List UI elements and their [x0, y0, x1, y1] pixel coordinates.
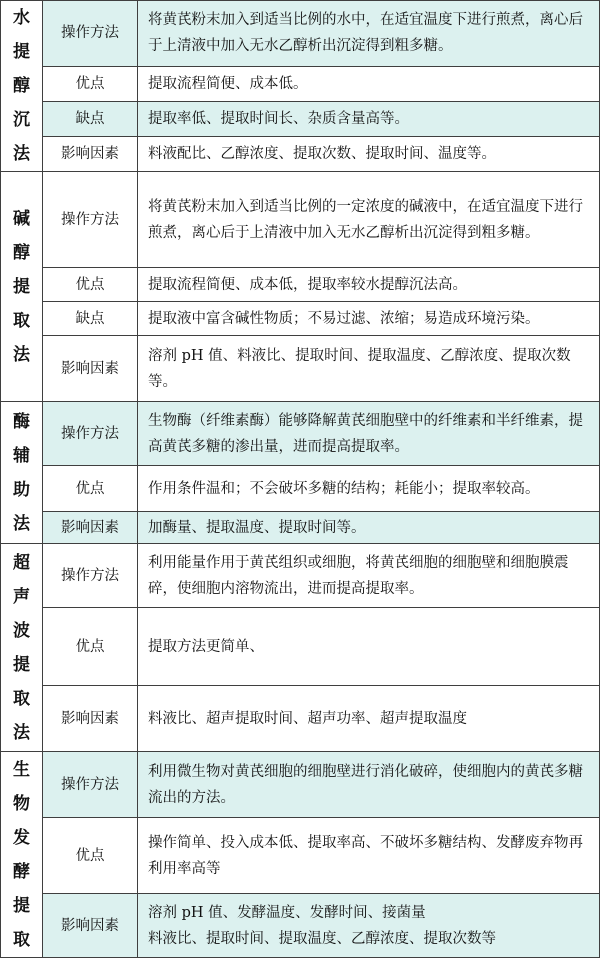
method-name-cell	[1, 172, 43, 402]
table-row	[1, 512, 600, 544]
table-row	[1, 686, 600, 752]
aspect-label: 影响因素	[43, 894, 138, 958]
method-name: 超声波提取法	[13, 552, 30, 743]
aspect-content: 加酶量、提取温度、提取时间等。	[138, 512, 600, 544]
aspect-content: 料液比、超声提取时间、超声功率、超声提取温度	[138, 686, 600, 752]
table-row	[1, 172, 600, 268]
aspect-content: 提取流程简便、成本低，提取率较水提醇沉法高。	[138, 268, 600, 302]
table-row	[1, 101, 600, 136]
aspect-label: 操作方法	[43, 752, 138, 818]
method-name: 酶辅助法	[13, 411, 30, 534]
aspect-content: 作用条件温和；不会破坏多糖的结构；耗能小；提取率较高。	[138, 466, 600, 512]
aspect-content: 操作简单、投入成本低、提取率高、不破坏多糖结构、发酵废弃物再利用率高等	[138, 818, 600, 894]
aspect-label: 影响因素	[43, 686, 138, 752]
table-row	[1, 466, 600, 512]
aspect-label: 操作方法	[43, 1, 138, 67]
aspect-content: 利用微生物对黄芪细胞的细胞壁进行消化破碎，使细胞内的黄芪多糖流出的方法。	[138, 752, 600, 818]
aspect-content: 料液配比、乙醇浓度、提取次数、提取时间、温度等。	[138, 136, 600, 171]
table-row	[1, 818, 600, 894]
aspect-label: 优点	[43, 466, 138, 512]
aspect-content: 将黄芪粉末加入到适当比例的一定浓度的碱液中，在适宜温度下进行煎煮，离心后于上清液中加入无水乙醇析出沉淀得到粗多糖。	[138, 172, 600, 268]
aspect-label: 操作方法	[43, 544, 138, 608]
aspect-content: 利用能量作用于黄芪组织或细胞，将黄芪细胞的细胞壁和细胞膜震碎，使细胞内溶物流出，进而提高提取率。	[138, 544, 600, 608]
aspect-label: 缺点	[43, 101, 138, 136]
aspect-content: 生物酶（纤维素酶）能够降解黄芪细胞壁中的纤维素和半纤维素，提高黄芪多糖的渗出量，进而提高提取率。	[138, 402, 600, 466]
aspect-content: 溶剂 pH 值、料液比、提取时间、提取温度、乙醇浓度、提取次数等。	[138, 336, 600, 402]
aspect-label: 缺点	[43, 302, 138, 336]
method-name-cell	[1, 544, 43, 752]
table-row	[1, 66, 600, 101]
aspect-label: 影响因素	[43, 512, 138, 544]
aspect-label: 影响因素	[43, 136, 138, 171]
aspect-content: 提取液中富含碱性物质；不易过滤、浓缩；易造成环境污染。	[138, 302, 600, 336]
table-row	[1, 268, 600, 302]
aspect-content: 提取率低、提取时间长、杂质含量高等。	[138, 101, 600, 136]
aspect-label: 优点	[43, 608, 138, 686]
method-name: 水提醇沉法	[13, 8, 30, 164]
aspect-content: 提取方法更简单、	[138, 608, 600, 686]
method-name-cell	[1, 1, 43, 172]
method-name: 生物发酵提取	[13, 759, 30, 950]
table-row	[1, 544, 600, 608]
aspect-content: 将黄芪粉末加入到适当比例的水中，在适宜温度下进行煎煮，离心后于上清液中加入无水乙醇析出沉淀得到粗多糖。	[138, 1, 600, 67]
aspect-label: 操作方法	[43, 172, 138, 268]
aspect-label: 优点	[43, 268, 138, 302]
aspect-label: 操作方法	[43, 402, 138, 466]
table-row	[1, 136, 600, 171]
table-row	[1, 402, 600, 466]
method-name-cell	[1, 402, 43, 544]
aspect-label: 优点	[43, 66, 138, 101]
table-row	[1, 302, 600, 336]
aspect-content: 溶剂 pH 值、发酵温度、发酵时间、接菌量 料液比、提取时间、提取温度、乙醇浓度、提取次数等	[138, 894, 600, 958]
table-row	[1, 894, 600, 958]
table-row	[1, 752, 600, 818]
method-name-cell	[1, 752, 43, 958]
method-name: 碱醇提取法	[13, 208, 30, 365]
aspect-content: 提取流程简便、成本低。	[138, 66, 600, 101]
table-row	[1, 1, 600, 67]
aspect-label: 影响因素	[43, 336, 138, 402]
table-row	[1, 608, 600, 686]
table-row	[1, 336, 600, 402]
aspect-label: 优点	[43, 818, 138, 894]
